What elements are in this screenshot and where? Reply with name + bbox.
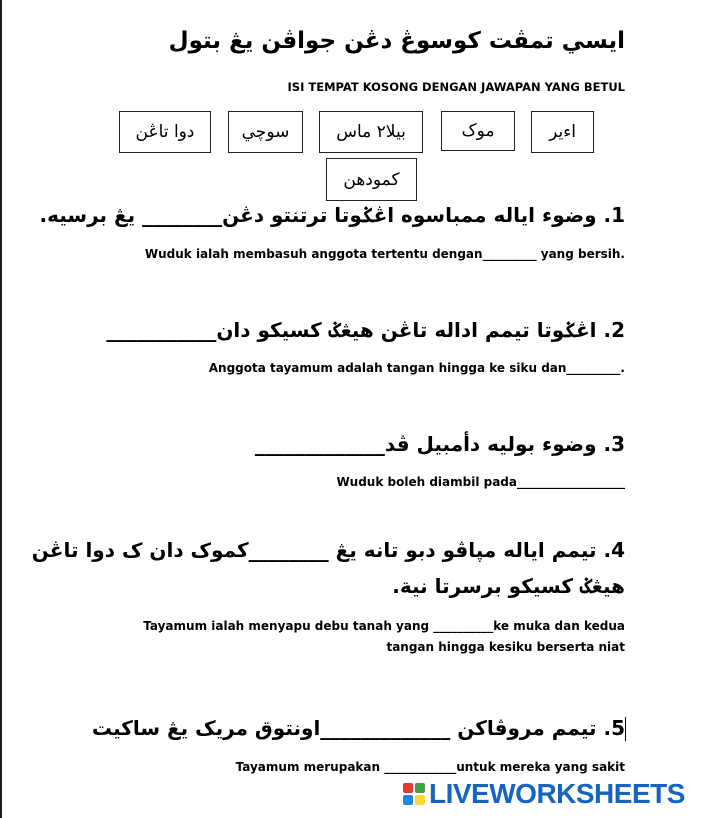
instruction-text: ISI TEMPAT KOSONG DENGAN JAWAPAN YANG BETUL [287, 80, 625, 94]
word-bank-item[interactable]: دوا تاڠن [119, 111, 211, 153]
word-bank-item[interactable]: کمودهن [326, 158, 417, 201]
logo-square-red [403, 783, 413, 793]
question-text[interactable]: وضوء بوليه دأمبيل ڤد_____________ [254, 432, 597, 456]
question-1-rumi: Wuduk ialah membasuh anggota tertentu dengan_________ yang bersih. [144, 247, 625, 261]
logo-square-blue [403, 795, 413, 805]
question-3-jawi [255, 432, 625, 456]
question-4-rumi: Tayamum ialah menyapu debu tanah yang __________ke muka dan kedua tangan hingga kesiku berserta niat [143, 619, 625, 654]
question-1-jawi [40, 203, 625, 227]
logo-text: LIVEWORKSHEETS [429, 778, 685, 809]
question-5-jawi [92, 716, 625, 740]
page-title: ايسي تمڤت کوسوڠ دڠن جواڤن يڠ بتول [168, 28, 625, 54]
word-bank-item[interactable]: موک [441, 111, 515, 151]
logo-square-yellow [415, 795, 425, 805]
question-5-rumi: Tayamum merupakan ____________untuk mereka yang sakit [235, 760, 625, 774]
question-text[interactable]: تيمم مروڤاکن _____________اونتوق مريک يڠ ساکيت [91, 716, 597, 740]
question-number: 1. [603, 203, 625, 227]
question-number: 4. [603, 538, 625, 562]
liveworksheets-logo[interactable] [403, 779, 685, 809]
question-2-jawi [106, 318, 625, 342]
question-text[interactable]: اڠݢوتا تيمم اداله تاڠن هيڠݢ کسيکو دان___________ [106, 318, 597, 342]
question-4-jawi-line-2: هيڠݢ کسيکو برسرتا نية. [392, 574, 625, 598]
question-4-jawi-line-1 [32, 538, 625, 562]
page-left-border [0, 0, 2, 818]
text-cursor [625, 717, 626, 741]
question-3-rumi: Wuduk boleh diambil pada__________________ [336, 475, 625, 489]
word-bank-item[interactable]: اءير [531, 111, 594, 153]
question-number: 2. [603, 318, 625, 342]
question-number: 3. [603, 432, 625, 456]
logo-square-green [415, 783, 425, 793]
word-bank-item[interactable]: سوچي [228, 111, 303, 153]
question-number: 5. [603, 716, 625, 740]
question-text[interactable]: وضوء اياله ممباسوه اڠݢوتا ترتنتو دڠن________ يڠ برسيه. [39, 203, 597, 227]
logo-grid-icon [403, 783, 425, 805]
question-text[interactable]: تيمم اياله مڽاڤو دبو تانه يڠ ________کموک دان ک دوا تاڠن [31, 538, 597, 562]
question-2-rumi: Anggota tayamum adalah tangan hingga ke siku dan_________. [208, 361, 625, 375]
word-bank-item[interactable]: بيلا٢ ماس [319, 111, 423, 153]
